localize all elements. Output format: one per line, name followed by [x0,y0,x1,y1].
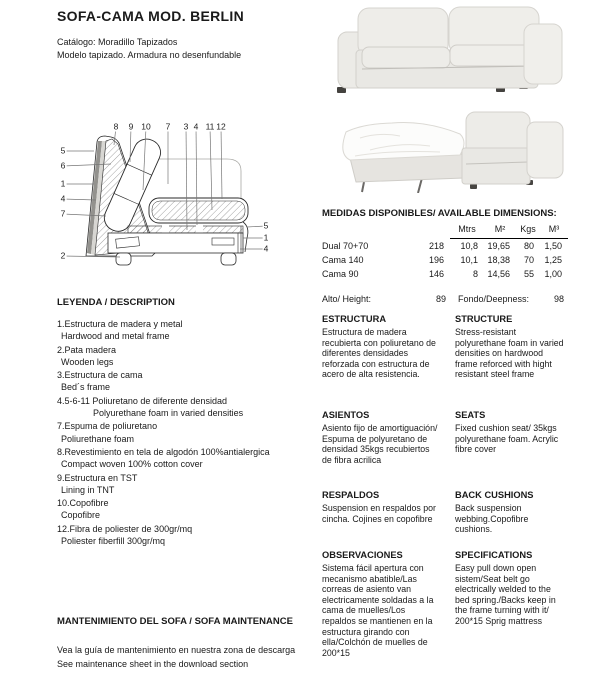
legend-heading: LEYENDA / DESCRIPTION [57,297,175,308]
spec-title-en: SPECIFICATIONS [455,550,533,560]
spec-section-es [322,550,438,658]
dimension-label: Cama 140 [322,255,364,265]
dimension-row [322,253,568,267]
depth-value: 98 [553,294,564,304]
legend-es-line: 10.Copofibre [57,498,109,509]
spec-body-es: Asiento fijo de amortiguación/ Espuma de polyuretano de densidad 35kgs recubiertos de fibra acrilica [322,423,438,465]
legend-es-line: 8.Revestimiento en tela de algodón 100%antialergica [57,446,270,457]
dimensions-column-header: M² [484,221,516,239]
wooden-leg [221,253,236,265]
dimensions-column-header: M³ [540,221,568,239]
spec-title-es: ESTRUCTURA [322,314,387,324]
diagram-label-1: 1 [263,232,269,243]
dimensions-header-spacer [322,221,426,239]
diagram-label-4: 4 [193,121,199,132]
mattress [343,122,464,160]
diagram-label-4: 4 [60,193,66,204]
diagram-label-5: 5 [263,220,269,231]
height-label: Alto/ Height: [322,294,372,304]
diagram-label-10: 10 [141,121,151,132]
dimensions-heading: MEDIDAS DISPONIBLES/ AVAILABLE DIMENSIONS: [322,208,557,219]
diagram-label-1: 1 [60,178,66,189]
dimension-value: 8 [472,269,478,279]
dimensions-header-spacer [426,221,450,239]
bed-metal-leg [418,178,422,193]
dimensions-table-body [322,239,568,282]
dimension-size: 218 [428,240,444,251]
legend-es-line: 2.Pata madera [57,344,117,355]
dimension-value: 18,38 [487,255,510,265]
diagram-label-7: 7 [60,208,66,219]
dimensions-header-row [322,221,568,239]
legend-en-line: Lining in TNT [61,484,115,495]
legend-es-line: 3.Estructura de cama [57,370,143,381]
maintenance-section [57,616,295,671]
catalog-line: Catálogo: Moradillo Tapizados [57,37,178,47]
legend-en-line: Bed´s frame [61,382,111,393]
depth-label: Fondo/Deepness: [458,294,530,304]
spec-title-en: SEATS [455,410,486,420]
height-depth-row [322,294,574,306]
legend-es-line: 12.Fibra de poliester de 300gr/mq [57,523,193,534]
spec-body-en: Stress-resistant polyurethane foam in varied densities on hardwood frame reforced with hight resistant steel frame [455,327,564,380]
spec-title-en: BACK CUSHIONS [455,490,534,500]
sofa-foot [470,184,477,189]
dimension-row [322,267,568,281]
legend-es-line: 9.Estructura en TST [57,472,138,483]
spec-section-en [455,490,565,535]
dimension-value: 1,50 [544,241,562,251]
legend-item [57,344,319,369]
dimension-value: 1,00 [544,269,562,279]
diagram-label-7: 7 [165,121,171,132]
sofa-closed-photo [328,2,576,96]
diagram-label-8: 8 [113,121,119,132]
spec-section-es [322,490,438,524]
legend-item [57,497,319,522]
dimension-value: 1,25 [544,255,562,265]
legend-es-line: 4.5-6-11 Poliuretano de diferente densidad [57,395,227,406]
spec-section-es [322,314,438,380]
height-value: 89 [435,294,446,304]
dimensions-table [322,221,568,281]
dimensions-column-header: Kgs [516,221,540,239]
maintenance-heading: MANTENIMIENTO DEL SOFA / SOFA MAINTENANCE [57,616,293,627]
legend-item [57,369,319,394]
dimension-value: 70 [523,255,534,265]
spec-title-es: OBSERVACIONES [322,550,403,560]
legend-item [57,472,319,497]
legend-item [57,395,319,420]
diagram-label-12: 12 [216,121,226,132]
spec-body-es: Suspension en respaldos por cincha. Cojines en copofibre [322,503,436,524]
legend-en-line: Compact woven 100% cotton cover [61,459,203,470]
dimension-value: 10,1 [460,255,478,265]
dimension-label: Cama 90 [322,269,359,279]
maintenance-line-es: Vea la guía de mantenimiento en nuestra zona de descarga [57,645,296,655]
dimension-label: Dual 70+70 [322,240,369,251]
dimensions-column-header: Mtrs [450,221,484,239]
spec-section-es [322,410,438,465]
maintenance-line-en: See maintenance sheet in the download section [57,659,249,669]
spec-section-en [455,550,565,627]
page-title: SOFA-CAMA MOD. BERLIN [57,8,244,24]
diagram-label-5: 5 [60,145,66,156]
legend-en-line: Copofibre [61,510,101,521]
spec-body-es: Estructura de madera recubierta con poliuretano de diferentes densidades reforzada con estructura de acero de alta resistencia. [322,327,436,380]
dimension-size: 146 [428,269,444,279]
legend-item [57,318,319,343]
diagram [55,110,320,295]
spec-section-en [455,314,565,380]
legend-en-line: Poliester fiberfill 300gr/mq [61,536,166,547]
legend-en-line: Wooden legs [61,356,114,367]
legend-es-line: 7.Espuma de poliuretano [57,421,158,432]
diagram-label-3: 3 [183,121,189,132]
model-line: Modelo tapizado. Armadura no desenfundable [57,50,242,60]
legend-list [57,318,319,547]
diagram-label-9: 9 [128,121,134,132]
diagram-label-11: 11 [205,121,215,132]
spec-title-en: STRUCTURE [455,314,513,324]
spec-section-en [455,410,565,455]
legend-en-line: Poliurethane foam [61,433,135,444]
spec-body-en: Back suspension webbing.Copofibre cushions. [455,503,529,535]
legend-es-line: 1.Estructura de madera y metal [57,319,183,329]
diagram-label-4: 4 [263,243,269,254]
sofa-open-photo [330,98,570,193]
bed-frame-slats [128,226,243,233]
wooden-leg [116,253,131,265]
dimension-value: 55 [523,269,534,279]
legend-en-line: Polyurethane foam in varied densities [93,408,244,419]
dimension-value: 14,56 [487,269,510,279]
dimension-size: 196 [428,255,444,265]
spec-body-es: Sistema fácil apertura con mecanismo abatible/Las correas de asiento van electricamente soldadas a la cama de muelles/Los repaldos se mantienen en la estructura girando con ella/Colchón de muelles de 200*15 [322,563,434,658]
spec-title-es: RESPALDOS [322,490,380,500]
diagram-label-2: 2 [60,250,66,261]
spec-title-es: ASIENTOS [322,410,370,420]
dimension-value: 10,8 [460,241,478,251]
legend-en-line: Hardwood and metal frame [61,331,170,342]
dimension-row [322,239,568,254]
dimension-value: 80 [523,241,534,251]
legend-item [57,523,319,548]
spec-body-en: Easy pull down open sistem/Seat belt go electrically welded to the bed spring./Backs keep in the frame turning with it/ 200*15 Sprig mattress [455,563,556,626]
spec-body-en: Fixed cushion seat/ 35kgs polyurethane foam. Acrylic fibre cover [455,423,559,455]
sofa-cross-section-drawing [55,110,320,295]
legend-item [57,420,319,445]
legend-section [57,297,319,548]
dimension-value: 19,65 [487,241,510,251]
diagram-label-6: 6 [60,160,66,171]
legend-item [57,446,319,471]
